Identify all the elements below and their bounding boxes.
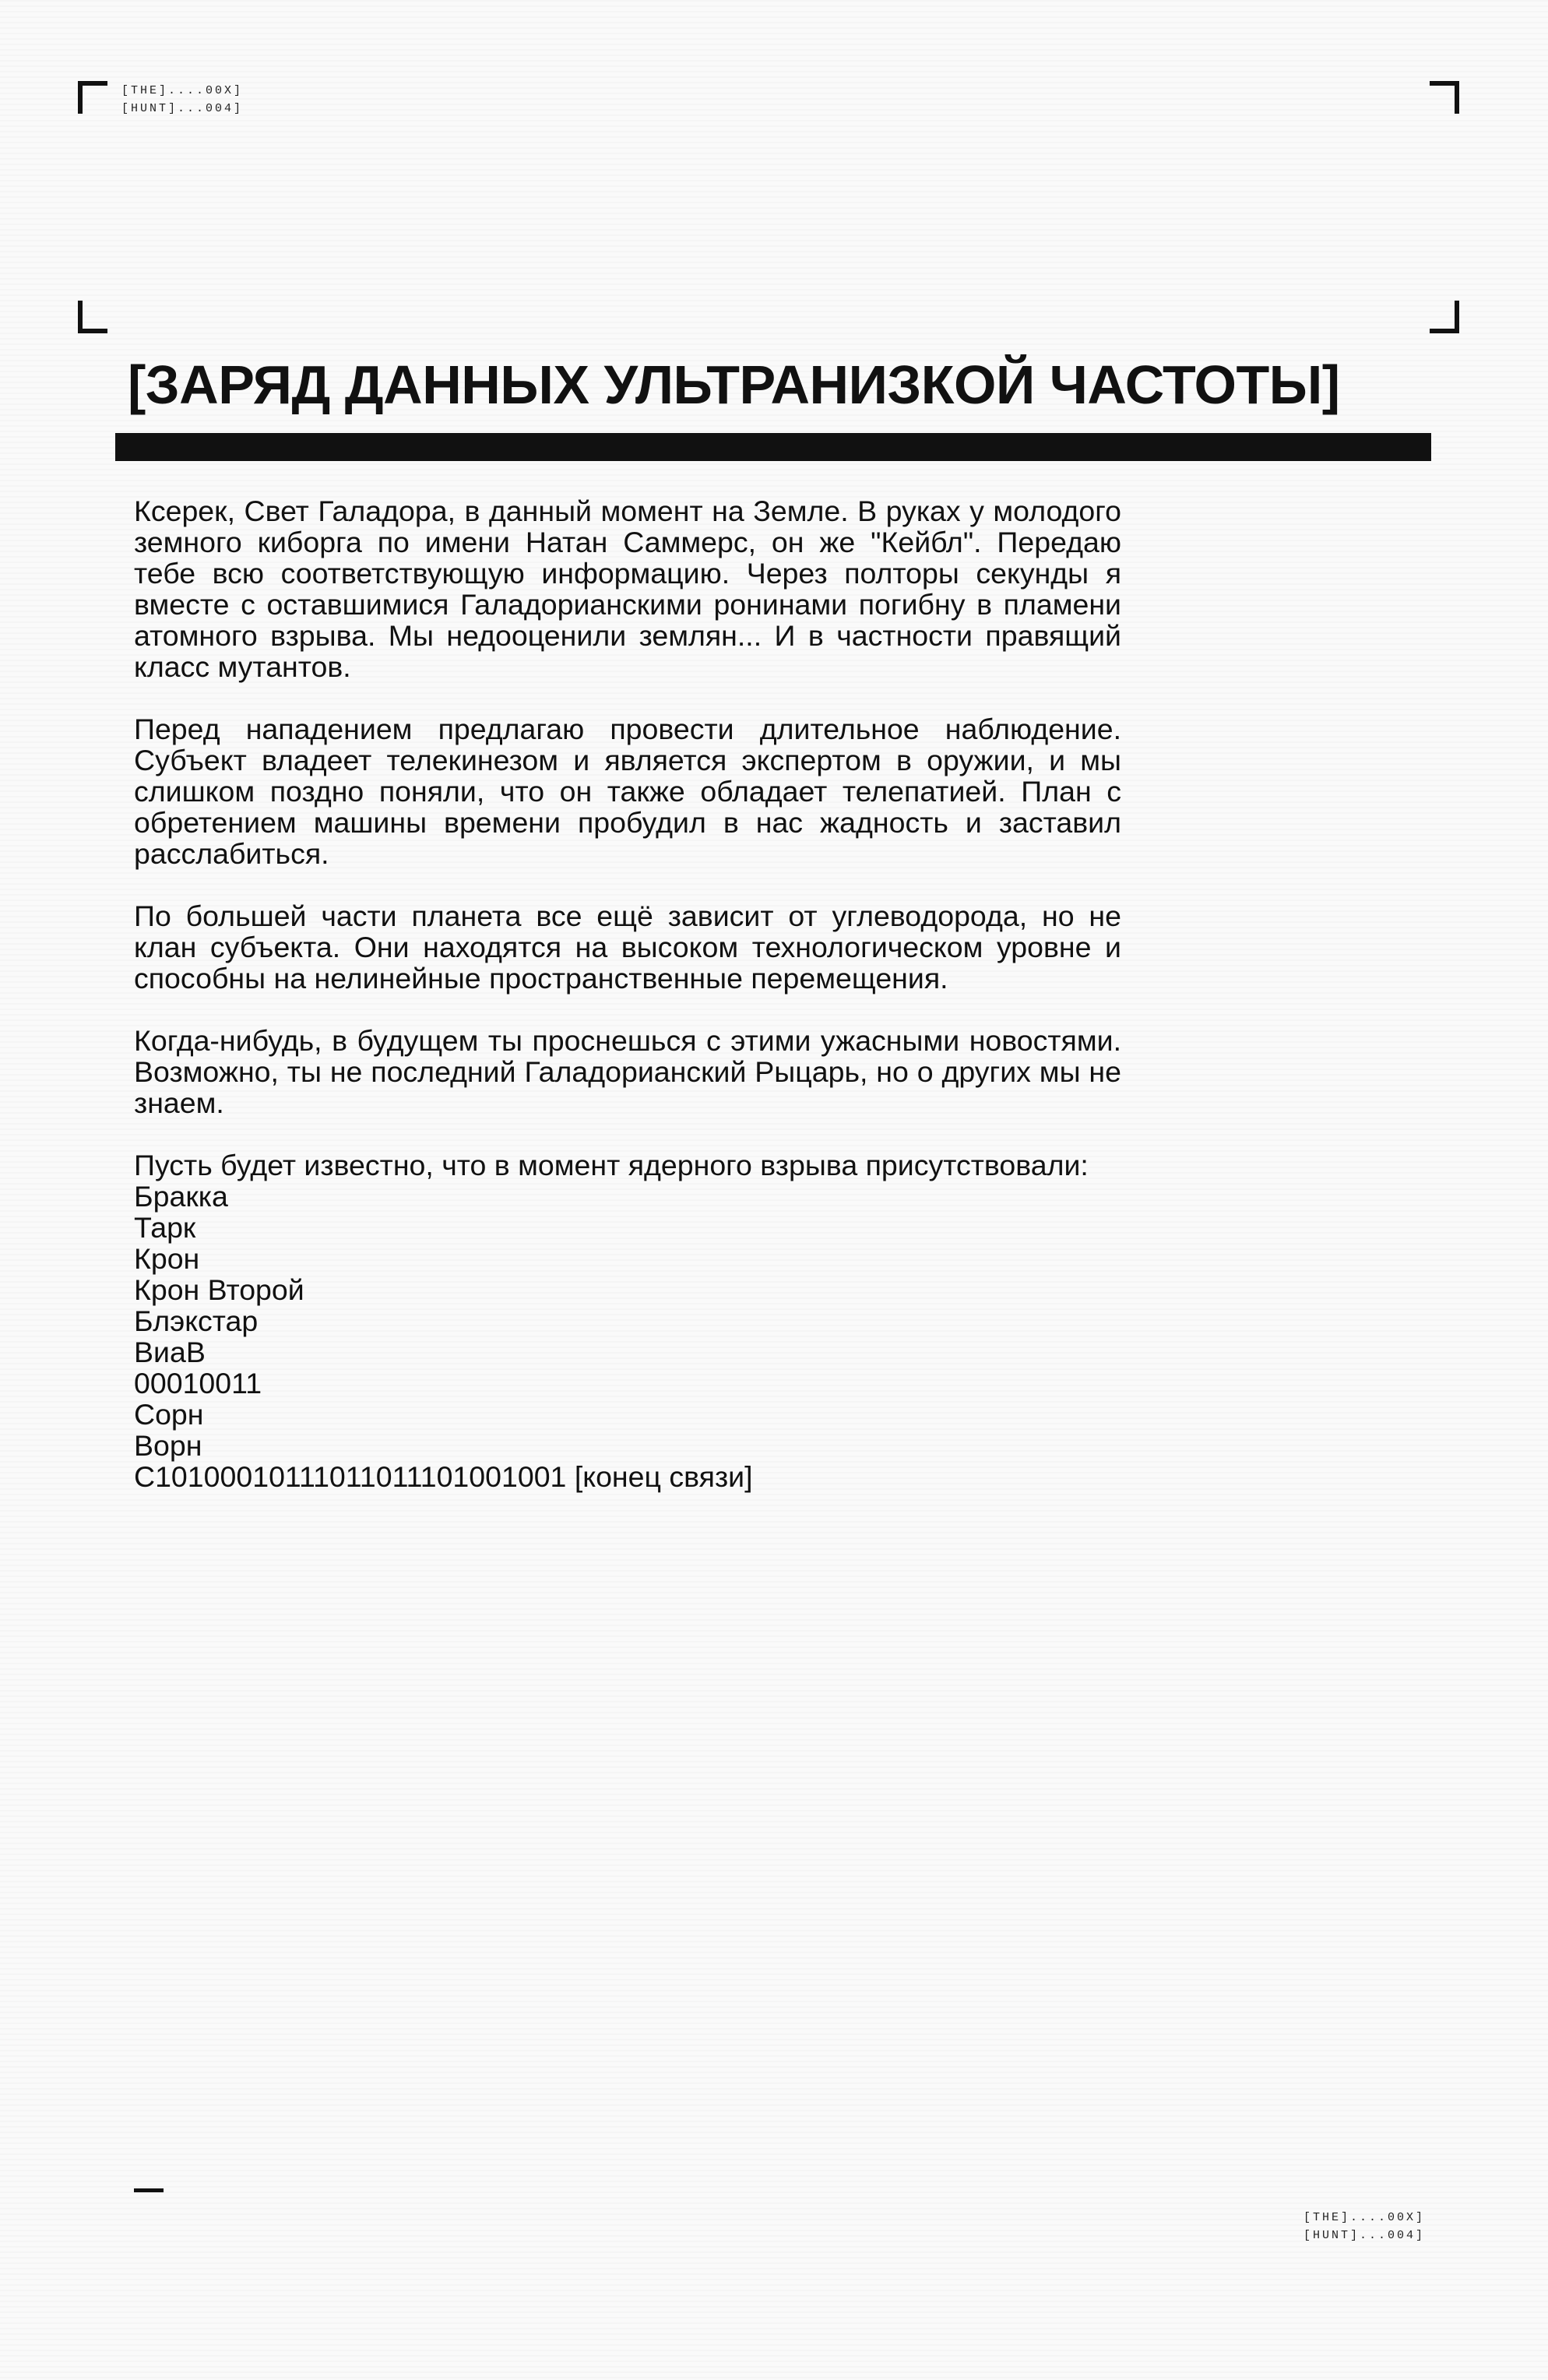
corner-bracket-top-right <box>1430 81 1459 114</box>
list-item: Ворн <box>134 1429 202 1462</box>
list-item: Блэкстар <box>134 1304 259 1337</box>
list-item: Крон Второй <box>134 1273 304 1306</box>
list-item: Бракка <box>134 1180 228 1213</box>
footer-code <box>1303 2209 1425 2244</box>
paragraph: Пусть будет известно, что в момент ядерного взрыва присутствовали: <box>134 1149 1089 1181</box>
corner-bracket-bottom-right <box>1430 301 1459 333</box>
header-code <box>121 82 243 118</box>
footer-code-line: [THE]....00X] <box>1303 2211 1426 2224</box>
page-title: [ЗАРЯД ДАННЫХ УЛЬТРАНИЗКОЙ ЧАСТОТЫ] <box>128 354 1340 415</box>
list-item: 00010011 <box>134 1367 262 1399</box>
paragraph: Перед нападением предлагаю провести длительное наблюдение. Субъект владеет телекинезом и является экспертом в оружии, и мы слишком поздно поняли, что он также обладает телепатией. План с обретением машины времени пробудил в нас жадность и заставил расслабиться. <box>134 713 1121 870</box>
end-of-transmission: C10100010111011011101001001 [конец связи] <box>134 1460 753 1493</box>
list-item: ВиаВ <box>134 1336 206 1368</box>
paragraph: По большей части планета все ещё зависит от углеводорода, но не клан субъекта. Они находятся на высоком технологическом уровне и способны на нелинейные пространственные перемещения. <box>134 900 1121 995</box>
corner-bracket-bottom-left <box>78 301 107 333</box>
corner-bracket-top-left <box>78 81 107 114</box>
message-body <box>134 495 1121 1492</box>
list-item: Крон <box>134 1242 200 1275</box>
header-code-line: [HUNT]...004] <box>121 102 244 115</box>
paragraph: Когда-нибудь, в будущем ты проснешься с этими ужасными новостями. Возможно, ты не последний Галадорианский Рыцарь, но о других мы не знаем. <box>134 1024 1121 1119</box>
paragraph: Ксерек, Свет Галадора, в данный момент на Земле. В руках у молодого земного киборга по имени Натан Саммерс, он же "Кейбл". Передаю тебе всю соответствующую информацию. Через полторы секунды я вместе с оставшимися Галадорианскими ронинами погибну в пламени атомного взрыва. Мы недооценили землян... И в частности правящий класс мутантов. <box>134 495 1121 683</box>
names-list <box>134 1181 1121 1461</box>
footer-code-line: [HUNT]...004] <box>1303 2229 1426 2242</box>
list-item: Тарк <box>134 1211 196 1244</box>
header-code-line: [THE]....00X] <box>121 84 244 97</box>
title-rule <box>115 433 1431 461</box>
page-dash <box>134 2188 164 2192</box>
list-item: Сорн <box>134 1398 204 1431</box>
